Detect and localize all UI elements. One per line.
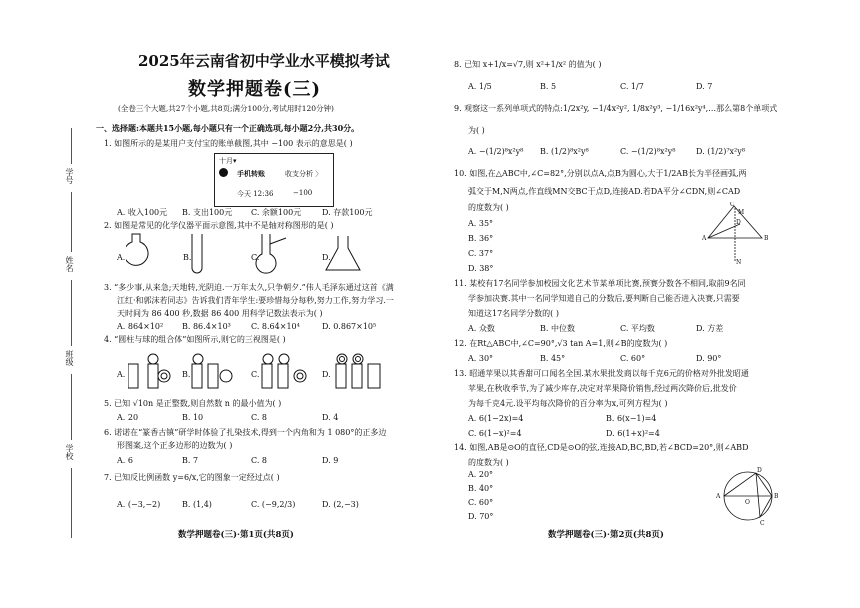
q11-line3: 知道这17名同学分数的( ) — [468, 309, 559, 318]
q3-line2: 江红·和郭沫若同志》告诉我们青年学生:要珍惜每分每秒,努力工作,努力学习.一 — [117, 296, 394, 305]
q12-option-b: B. 45° — [540, 354, 566, 363]
test-tube-icon — [192, 234, 202, 273]
q9-line1: 9. 观察这一系列单项式的特点:1/2x²y, −1/4x²y², 1/8x²y³, −1/16x²y⁴,…那么第8个单项式 — [454, 104, 778, 113]
section-heading: 一、选择题:本题共15小题,每小题只有一个正确选项,每小题2分,共30分。 — [96, 123, 360, 133]
right-page — [440, 0, 860, 608]
q9-option-a: A. −(1/2)⁸x²y⁸ — [468, 147, 524, 156]
footer-page-1: 数学押题卷(三)·第1页(共8页) — [178, 530, 294, 540]
q1-option-b: B. 支出100元 — [182, 208, 233, 217]
q2-stem: 2. 如图是常见的化学仪器平面示意图,其中不是轴对称图形的是( ) — [104, 221, 334, 230]
q6-option-c: C. 8 — [251, 456, 268, 465]
q10-option-b: B. 36° — [468, 234, 494, 243]
q13-line3: 为每千克4元.设平均每次降价的百分率为x,可列方程为( ) — [468, 399, 668, 408]
q11-option-b: B. 中位数 — [540, 324, 575, 333]
exam-subtitle: 数学押题卷(三) — [188, 79, 322, 100]
q3-option-a: A. 864×10² — [117, 322, 164, 331]
sidebar-label-class: 班级 — [65, 350, 74, 366]
q6-line2: 形图案,这个正多边形的边数为( ) — [117, 441, 233, 450]
q13-option-a: A. 6(1−2x)=4 — [468, 414, 524, 423]
q9-line2: 为( ) — [468, 126, 485, 135]
q4-option-c: C. — [251, 370, 260, 379]
q5-option-c: C. 8 — [251, 413, 268, 422]
q10-label-a: A — [702, 235, 707, 242]
q6-option-a: A. 6 — [117, 456, 133, 465]
q10-line2: 弧交于M,N两点,作直线MN交BC于点D,连接AD.若DA平分∠CDN,则∠CAD — [468, 187, 741, 196]
q14-line1: 14. 如图,AB是⊙O的直径,CD是⊙O的弦,连接AD,BC,BD,若∠BCD=20°,则∠ABD — [454, 443, 749, 452]
lab-glassware-figures — [126, 232, 376, 276]
q13-option-b: B. 6(x−1)=4 — [606, 414, 657, 423]
q3-option-d: D. 0.867×10⁵ — [322, 322, 377, 331]
phone-transfer-label: 手机转账 — [237, 169, 265, 178]
q10-label-n: N — [736, 259, 742, 266]
q6-option-b: B. 7 — [182, 456, 199, 465]
q10-label-d: D — [736, 219, 741, 226]
q9-option-c: C. −(1/2)⁸x²y⁸ — [620, 147, 676, 156]
q12-option-a: A. 30° — [468, 354, 494, 363]
q5-option-d: D. 4 — [322, 413, 339, 422]
phone-month: 十月▾ — [219, 157, 237, 165]
margin-line — [71, 468, 72, 538]
q8-option-b: B. 5 — [540, 82, 557, 91]
q3-line3: 天时间为 86 400 秒,数据 86 400 用科学记数法表示为( ) — [117, 309, 323, 318]
conical-flask-icon — [326, 236, 360, 270]
margin-line — [71, 374, 72, 440]
q13-line2: 苹果,在秋收季节,为了减少库存,决定对苹果降价销售,经过两次降价后,批发价 — [468, 384, 737, 393]
q14-label-o: O — [745, 499, 750, 506]
q14-line2: 的度数为( ) — [468, 458, 509, 467]
q12-stem: 12. 在Rt△ABC中,∠C=90°,√3 tan A=1,则∠B的度数为( ) — [454, 339, 668, 348]
margin-line — [71, 280, 72, 346]
q14-circle-figure — [712, 466, 784, 528]
q14-label-d: D — [757, 467, 762, 474]
q10-triangle-figure — [702, 202, 772, 266]
phone-time: 今天 12:36 — [237, 190, 274, 198]
q11-option-a: A. 众数 — [468, 324, 495, 333]
q14-option-d: D. 70° — [468, 512, 494, 521]
q11-line1: 11. 某校有17名同学参加校园文化艺术节某单项比赛,预赛分数各不相同,取前9名同 — [454, 279, 746, 288]
binding-margin — [66, 128, 80, 538]
q14-label-b: B — [774, 493, 779, 500]
q2-option-a: A. — [117, 253, 126, 262]
exam-note: (全卷三个大题,共27个小题,共8页;满分100分,考试用时120分钟) — [118, 104, 334, 113]
q14-option-a: A. 20° — [468, 470, 494, 479]
q1-stem: 1. 如图所示的是某用户支付宝的账单截图,其中 −100 表示的意思是( ) — [104, 139, 353, 148]
q7-option-b: B. (1,4) — [182, 500, 212, 509]
q7-option-a: A. (−3,−2) — [117, 500, 161, 509]
q4-option-d: D. — [322, 370, 331, 379]
q13-option-d: D. 6(1+x)²=4 — [606, 429, 660, 438]
q1-option-a: A. 收入100元 — [117, 208, 168, 217]
q4-option-a: A. — [117, 370, 126, 379]
q13-line1: 13. 昭通苹果以其香甜可口闻名全国.某水果批发商以每千克6元的价格对外批发昭通 — [454, 369, 749, 378]
branch-flask-icon — [256, 234, 286, 273]
q8-option-c: C. 1/7 — [620, 82, 644, 91]
q14-label-c: C — [760, 520, 765, 527]
q4-stem: 4. “圆柱与球的组合体”如图所示,则它的三视图是( ) — [104, 335, 286, 344]
q1-option-c: C. 余额100元 — [251, 208, 302, 217]
sidebar-label-school: 学校 — [65, 444, 74, 460]
q9-option-d: D. (1/2)⁷x²y⁸ — [696, 147, 745, 156]
q10-option-a: A. 35° — [468, 219, 494, 228]
sidebar-label-student-id: 学号 — [65, 168, 74, 184]
q13-option-c: C. 6(1−x)²=4 — [468, 429, 522, 438]
q10-label-b: B — [764, 235, 769, 242]
q7-stem: 7. 已知反比例函数 y=6/x,它的图象一定经过点( ) — [104, 473, 280, 482]
q14-option-c: C. 60° — [468, 498, 494, 507]
q10-label-c: C — [730, 202, 735, 208]
phone-analysis-label: 收支分析 〉 — [285, 170, 323, 178]
margin-line — [71, 192, 72, 252]
q2-option-b: B. — [183, 253, 192, 262]
q10-option-d: D. 38° — [468, 264, 494, 273]
q10-line1: 10. 如图,在△ABC中,∠C=82°,分别以点A,点B为圆心,大于1/2AB长为半径画弧,两 — [454, 169, 747, 178]
q10-line3: 的度数为( ) — [468, 203, 509, 212]
three-views-figures — [128, 348, 418, 394]
q9-option-b: B. (1/2)⁸x²y⁸ — [540, 147, 589, 156]
round-flask-icon — [126, 234, 148, 265]
phone-amount: −100 — [293, 189, 313, 197]
q2-option-d: D. — [322, 253, 331, 262]
q5-option-b: B. 10 — [182, 413, 204, 422]
q3-line1: 3. “多少事,从来急;天地转,光阴迫.一万年太久,只争朝夕.”伟人毛泽东通过这首《满 — [104, 283, 394, 292]
q7-option-c: C. (−9,2/3) — [251, 500, 296, 509]
q8-stem: 8. 已知 x+1/x=√7,则 x²+1/x² 的值为( ) — [454, 60, 602, 69]
q11-option-c: C. 平均数 — [620, 324, 655, 333]
q3-option-c: C. 8.64×10⁴ — [251, 322, 300, 331]
q14-option-b: B. 40° — [468, 484, 494, 493]
q6-line1: 6. 诺诺在“篆香古镇”研学时体验了扎染技术,得到一个内角和为 1 080°的正多边 — [104, 428, 387, 437]
margin-line — [71, 128, 72, 164]
q10-option-c: C. 37° — [468, 249, 494, 258]
q5-option-a: A. 20 — [117, 413, 139, 422]
footer-page-2: 数学押题卷(三)·第2页(共8页) — [548, 530, 664, 540]
q5-stem: 5. 已知 √10n 是正整数,则自然数 n 的最小值为( ) — [104, 399, 282, 408]
q8-option-d: D. 7 — [696, 82, 713, 91]
sidebar-label-name: 姓名 — [65, 256, 74, 272]
q11-option-d: D. 方差 — [696, 324, 724, 333]
q8-option-a: A. 1/5 — [468, 82, 492, 91]
exam-title: 2025年云南省初中学业水平模拟考试 — [138, 52, 390, 70]
transfer-icon — [219, 168, 228, 177]
q12-option-d: D. 90° — [696, 354, 722, 363]
q11-line2: 学参加决赛.其中一名同学知道自己的分数后,要判断自己能否进入决赛,只需要 — [468, 294, 740, 303]
q10-label-m: M — [738, 209, 745, 216]
q6-option-d: D. 9 — [322, 456, 339, 465]
q2-option-c: C. — [251, 253, 260, 262]
q12-option-c: C. 60° — [620, 354, 646, 363]
q7-option-d: D. (2,−3) — [322, 500, 359, 509]
alipay-screenshot — [214, 153, 334, 207]
q14-label-a: A — [716, 493, 721, 500]
q3-option-b: B. 86.4×10³ — [182, 322, 231, 331]
q4-option-b: B. — [182, 370, 191, 379]
q1-option-d: D. 存款100元 — [322, 208, 373, 217]
